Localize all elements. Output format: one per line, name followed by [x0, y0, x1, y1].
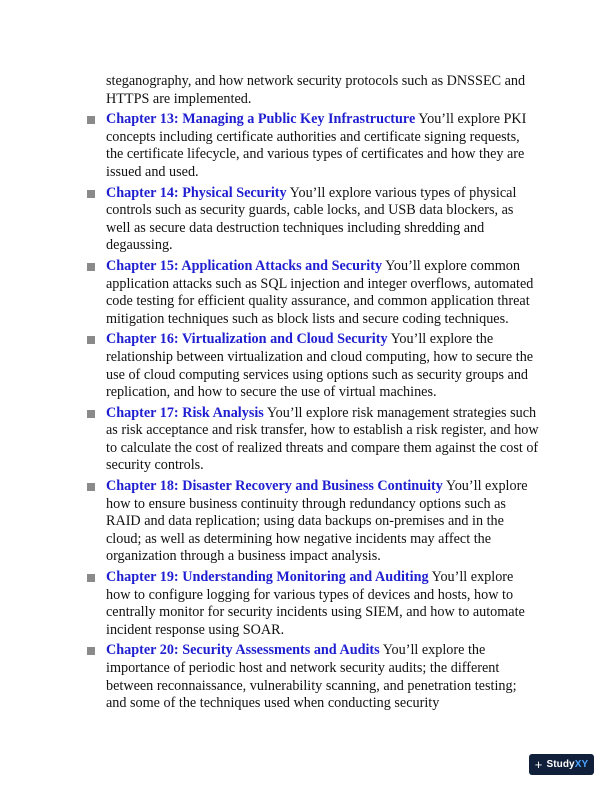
chapter-number: Chapter 13 [106, 111, 174, 128]
square-bullet-icon [87, 410, 95, 418]
chapter-description: You’ll explore various types of physical controls such as security guards, cable locks, and USB data blockers, as well as secure data destruction techniques including shredding and degaussing. [106, 184, 517, 254]
chapter-item: Chapter 18: Disaster Recovery and Business Continuity You’ll explore how to ensure business continuity through redundancy options such as RAID and data replication; using data backups on-premises and in the cloud; as well as determining how negative incidents may affect the organization through a business impact analysis. [106, 478, 540, 566]
chapter-number: Chapter 14 [106, 184, 174, 201]
square-bullet-icon [87, 116, 95, 124]
chapter-description: You’ll explore how to ensure business continuity through redundancy options such as RAID and data replication; using data backups on-premises and in the cloud; as well as determining how negative incidents may affect the organization through a business impact analysis. [106, 478, 528, 565]
square-bullet-icon [87, 336, 95, 344]
chapter-title: Managing a Public Key Infrastructure [182, 111, 416, 128]
chapter-title: Risk Analysis [182, 404, 264, 421]
chapter-number: Chapter 17 [106, 404, 174, 421]
square-bullet-icon [87, 190, 95, 198]
chapter-number: Chapter 16 [106, 331, 174, 348]
chapter-description: You’ll explore the relationship between virtualization and cloud computing, how to secure the use of cloud computing services using options such as security groups and replication, and how to secure the use of virtual machines. [106, 331, 534, 401]
square-bullet-icon [87, 263, 95, 271]
chapter-title: Disaster Recovery and Business Continuity [182, 478, 443, 495]
chapter-description: You’ll explore PKI concepts including certificate authorities and certificate signing requests, the certificate lifecycle, and various types of certificates and how they are issued and used. [106, 111, 527, 180]
chapter-item: Chapter 13: Managing a Public Key Infrastructure You’ll explore PKI concepts including certificate authorities and certificate signing requests, the certificate lifecycle, and various types of certificates and how they are issued and used. [106, 111, 540, 181]
chapter-title: Application Attacks and Security [181, 257, 383, 274]
chapter-title: Virtualization and Cloud Security [181, 331, 388, 348]
chapter-item: Chapter 19: Understanding Monitoring and Auditing You’ll explore how to configure logging for various types of devices and hosts, how to centrally monitor for security incidents using SIEM, and how to automate incident response using SOAR. [106, 569, 540, 639]
chapter-description: You’ll explore how to configure logging for various types of devices and hosts, how to centrally monitor for security incidents using SIEM, and how to automate incident response using SOAR. [106, 569, 525, 638]
chapter-item: Chapter 20: Security Assessments and Audits You’ll explore the importance of periodic host and network security audits; the different between reconnaissance, vulnerability scanning, and penetration testing; and some of the techniques used when conducting security [106, 642, 540, 712]
chapter-description: You’ll explore common application attacks such as SQL injection and integer overflows, automated code testing for efficient quality assurance, and common application threat mitigation techniques such as block lists and secure coding techniques. [106, 257, 534, 327]
badge-brand-main: Study [546, 759, 575, 770]
chapter-title: Understanding Monitoring and Auditing [182, 569, 429, 586]
chapter-item: Chapter 14: Physical Security You’ll explore various types of physical controls such as security guards, cable locks, and USB data blockers, as well as secure data destruction techniques including shredding and degaussing. [106, 185, 540, 255]
chapter-number: Chapter 20 [106, 642, 174, 659]
chapter-description: You’ll explore risk management strategies such as risk acceptance and risk transfer, how to establish a risk register, and how to calculate the cost of realized threats and compare them against the cost of security controls. [106, 404, 539, 474]
chapter-title: Security Assessments and Audits [182, 642, 380, 659]
square-bullet-icon [87, 574, 95, 582]
chapter-number: Chapter 18 [106, 478, 174, 495]
chapter-item: Chapter 17: Risk Analysis You’ll explore risk management strategies such as risk acceptance and risk transfer, how to establish a risk register, and how to calculate the cost of realized threats and compare them against the cost of security controls. [106, 405, 540, 475]
chapter-item: Chapter 16: Virtualization and Cloud Security You’ll explore the relationship between virtualization and cloud computing, how to secure the use of cloud computing services using options such as security groups and replication, and how to secure the use of virtual machines. [106, 331, 540, 401]
chapter-description: You’ll explore the importance of periodic host and network security audits; the different between reconnaissance, vulnerability scanning, and penetration testing; and some of the techniques used when conducting security [106, 642, 517, 712]
square-bullet-icon [87, 483, 95, 491]
chapter-title: Physical Security [182, 184, 287, 201]
chapter-number: Chapter 19 [106, 569, 174, 586]
continuation-paragraph: steganography, and how network security protocols such as DNSSEC and HTTPS are implemented. [106, 73, 526, 107]
chapter-list [106, 73, 540, 716]
plus-icon: + [534, 757, 543, 772]
chapter-number: Chapter 15 [106, 257, 174, 274]
studyxy-badge[interactable] [529, 754, 594, 775]
chapter-item: Chapter 15: Application Attacks and Security You’ll explore common application attacks such as SQL injection and integer overflows, automated code testing for efficient quality assurance, and common application threat mitigation techniques such as block lists and secure coding techniques. [106, 258, 540, 328]
square-bullet-icon [87, 647, 95, 655]
badge-brand-accent: XY [574, 759, 589, 770]
